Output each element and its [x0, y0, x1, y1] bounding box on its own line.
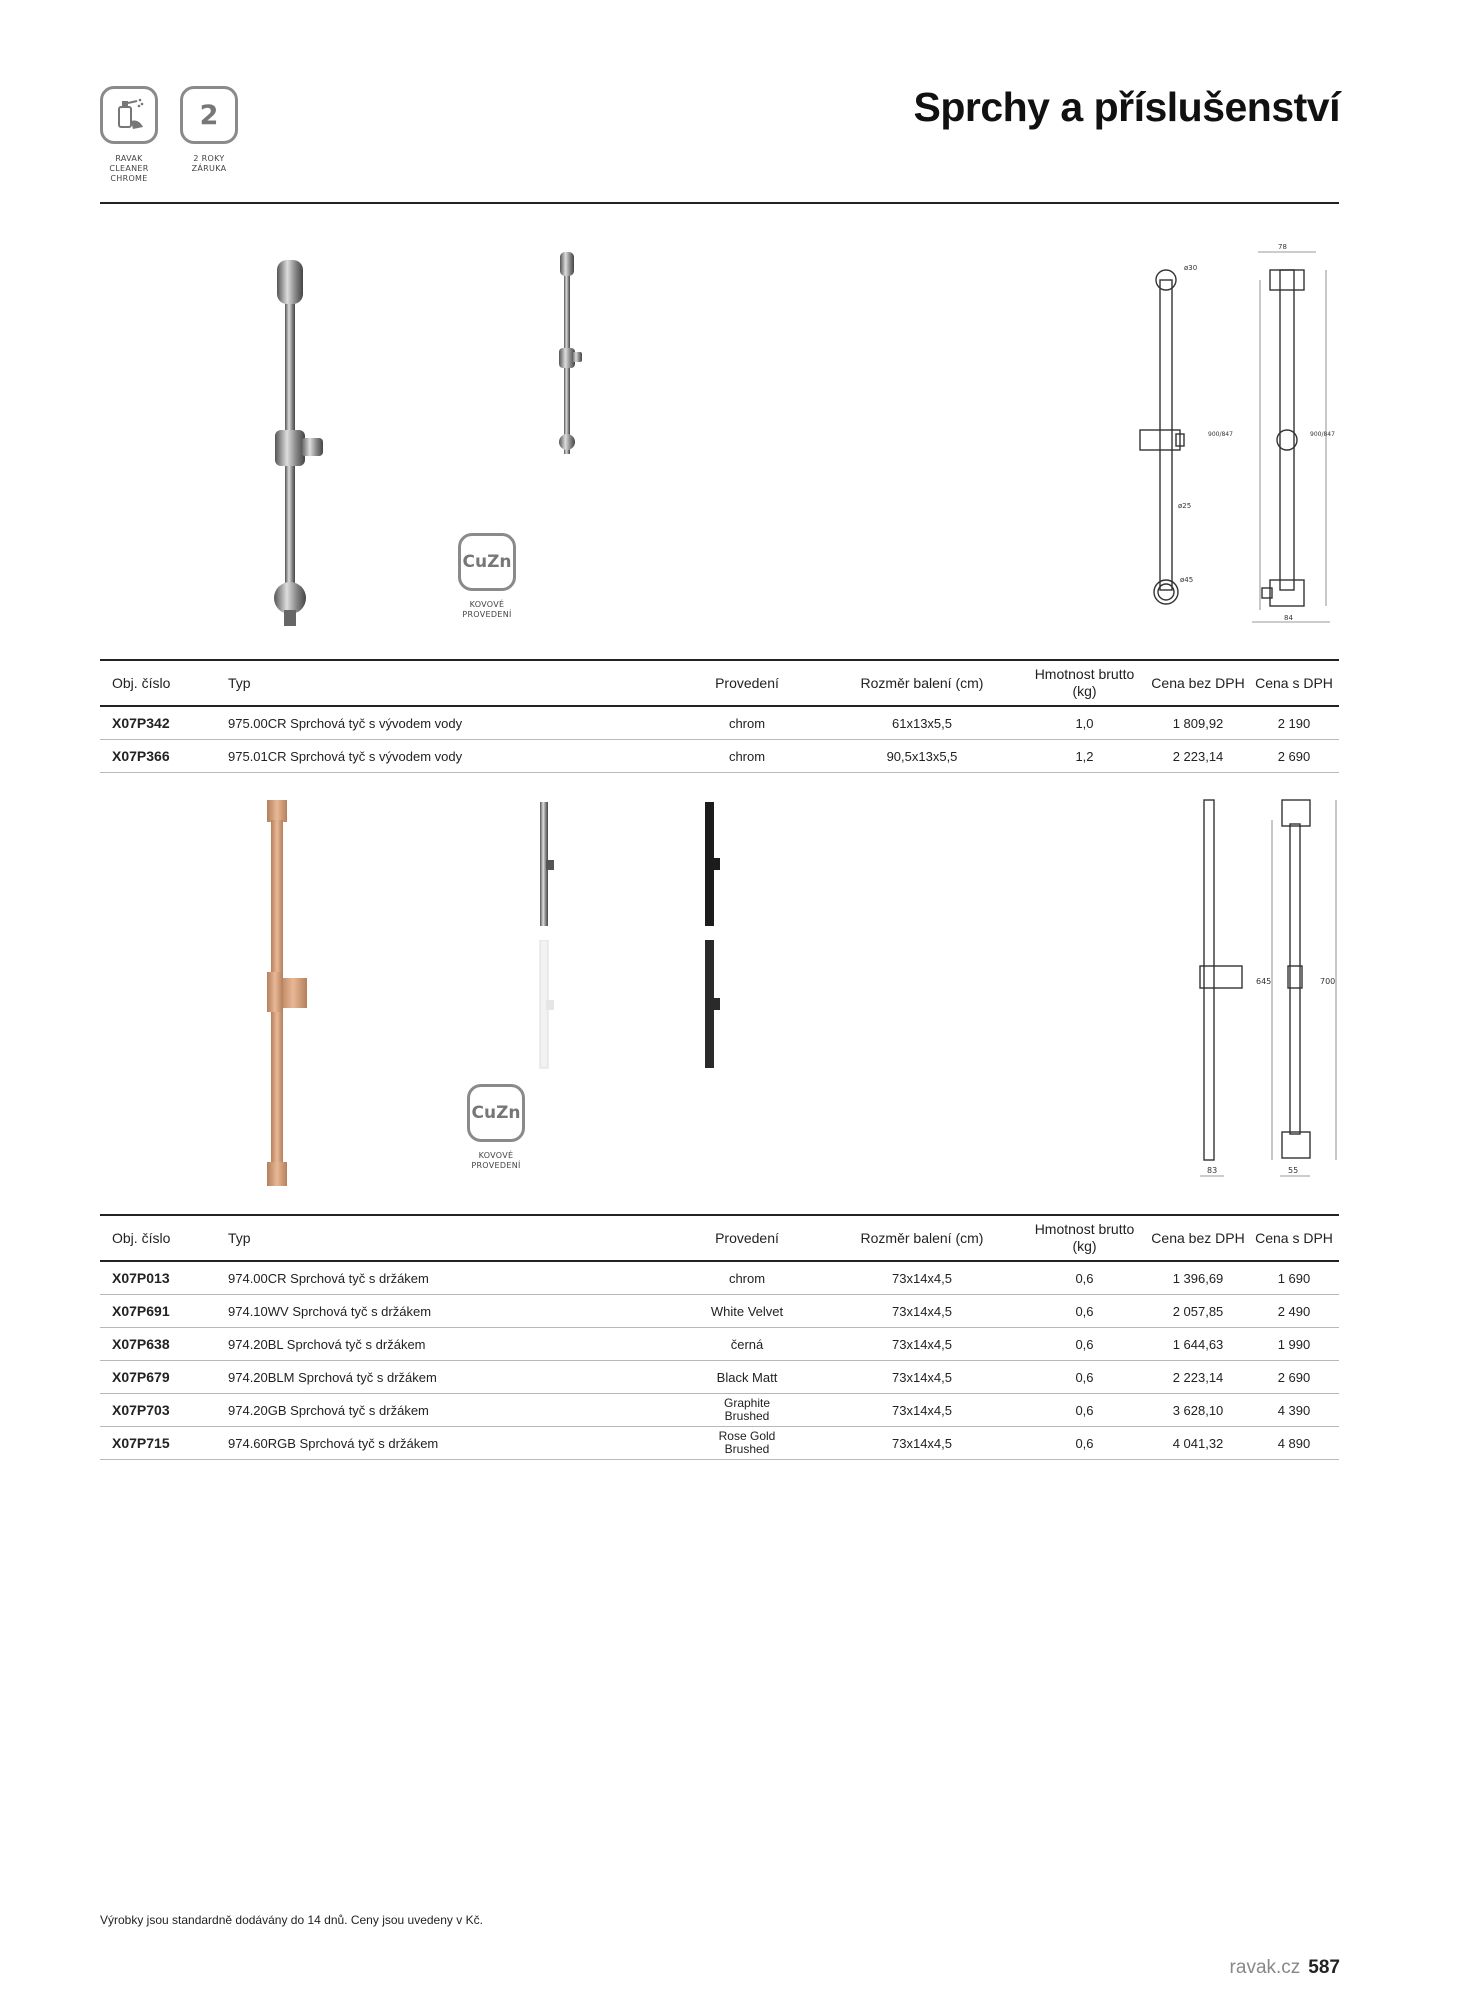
- cell-obj: X07P715: [100, 1427, 224, 1460]
- cell-obj: X07P638: [100, 1328, 224, 1361]
- cell-cena-s: 2 690: [1249, 1361, 1339, 1394]
- cell-cena-bez: 2 223,14: [1147, 740, 1249, 773]
- cell-rozmer: 90,5x13x5,5: [822, 740, 1022, 773]
- cell-cena-s: 2 190: [1249, 706, 1339, 740]
- cell-obj: X07P679: [100, 1361, 224, 1394]
- product-image-rail-rose-gold: [255, 800, 325, 1190]
- warranty-badge: [180, 86, 238, 144]
- cell-provedeni: chrom: [672, 1261, 822, 1295]
- cell-typ: 975.00CR Sprchová tyč s vývodem vody: [224, 706, 672, 740]
- col-obj: Obj. číslo: [100, 1215, 224, 1261]
- dim-h2: 900/847: [1310, 431, 1335, 438]
- cell-rozmer: 73x14x4,5: [822, 1427, 1022, 1460]
- cell-rozmer: 61x13x5,5: [822, 706, 1022, 740]
- warranty-badge-caption: 2 ROKY ZÁRUKA: [191, 154, 227, 173]
- cell-cena-bez: 3 628,10: [1147, 1394, 1249, 1427]
- dim-d3: ø45: [1180, 576, 1194, 584]
- col-typ: Typ: [224, 1215, 672, 1261]
- product-image-rail-black-matt: [700, 940, 724, 1070]
- col-rozmer: Rozměr balení (cm): [822, 660, 1022, 706]
- cuzn-badge-2: CuZn: [467, 1084, 525, 1142]
- product-table-2: [100, 1214, 1339, 1460]
- cell-cena-bez: 2 057,85: [1147, 1295, 1249, 1328]
- col-typ: Typ: [224, 660, 672, 706]
- cell-obj: X07P703: [100, 1394, 224, 1427]
- cell-cena-bez: 2 223,14: [1147, 1361, 1249, 1394]
- technical-drawing-1: [1130, 240, 1350, 630]
- footer-pagination: [1230, 1957, 1340, 1979]
- dim-w1: 83: [1207, 1166, 1218, 1175]
- col-provedeni: Provedení: [672, 1215, 822, 1261]
- col-provedeni: Provedení: [672, 660, 822, 706]
- cleaner-spray-icon: [109, 95, 149, 135]
- dim-w2: 84: [1284, 614, 1293, 622]
- dim-h1: 645: [1256, 977, 1272, 986]
- table-row: [100, 1394, 1339, 1427]
- cell-rozmer: 73x14x4,5: [822, 1361, 1022, 1394]
- cell-hmotnost: 1,2: [1022, 740, 1147, 773]
- cell-typ: 974.60RGB Sprchová tyč s držákem: [224, 1427, 672, 1460]
- table-header-row: [100, 1215, 1339, 1261]
- title-rule: [100, 202, 1339, 204]
- cell-typ: 974.20BLM Sprchová tyč s držákem: [224, 1361, 672, 1394]
- cell-cena-s: 2 690: [1249, 740, 1339, 773]
- cell-cena-bez: 1 644,63: [1147, 1328, 1249, 1361]
- col-cena-s: Cena s DPH: [1249, 1215, 1339, 1261]
- dim-w2: 55: [1288, 1166, 1299, 1175]
- cuzn-badge-1-caption: KOVOVÉ PROVEDENÍ: [462, 600, 512, 619]
- cell-provedeni: Black Matt: [672, 1361, 822, 1394]
- cell-hmotnost: 0,6: [1022, 1328, 1147, 1361]
- cell-cena-s: 1 690: [1249, 1261, 1339, 1295]
- cell-provedeni: chrom: [672, 706, 822, 740]
- cell-hmotnost: 0,6: [1022, 1261, 1147, 1295]
- cell-typ: 974.10WV Sprchová tyč s držákem: [224, 1295, 672, 1328]
- product-image-shower-rail-900: [255, 258, 335, 628]
- cleaner-badge-caption: RAVAK CLEANER CHROME: [109, 154, 149, 183]
- product-image-rail-white-velvet: [534, 940, 558, 1070]
- table-row: [100, 706, 1339, 740]
- dim-h2: 700: [1320, 977, 1336, 986]
- footer-site[interactable]: ravak.cz: [1229, 1957, 1301, 1978]
- table-row: [100, 1427, 1339, 1460]
- cell-typ: 974.20BL Sprchová tyč s držákem: [224, 1328, 672, 1361]
- cell-hmotnost: 0,6: [1022, 1427, 1147, 1460]
- cell-rozmer: 73x14x4,5: [822, 1328, 1022, 1361]
- warranty-years: 2: [199, 99, 219, 131]
- cell-provedeni: Graphite Brushed: [672, 1394, 822, 1427]
- cell-provedeni: Rose Gold Brushed: [672, 1427, 822, 1460]
- cell-rozmer: 73x14x4,5: [822, 1394, 1022, 1427]
- col-rozmer: Rozměr balení (cm): [822, 1215, 1022, 1261]
- cell-hmotnost: 0,6: [1022, 1295, 1147, 1328]
- cell-cena-s: 4 890: [1249, 1427, 1339, 1460]
- cell-provedeni: White Velvet: [672, 1295, 822, 1328]
- cell-hmotnost: 0,6: [1022, 1394, 1147, 1427]
- cell-obj: X07P366: [100, 740, 224, 773]
- cell-typ: 974.20GB Sprchová tyč s držákem: [224, 1394, 672, 1427]
- col-hmotnost: Hmotnost brutto (kg): [1022, 660, 1147, 706]
- col-obj: Obj. číslo: [100, 660, 224, 706]
- product-image-shower-rail-600: [548, 252, 588, 462]
- table-row: [100, 1361, 1339, 1394]
- cleaner-badge: [100, 86, 158, 144]
- cell-cena-s: 2 490: [1249, 1295, 1339, 1328]
- product-image-rail-chrome: [534, 802, 558, 928]
- cell-cena-s: 4 390: [1249, 1394, 1339, 1427]
- cuzn-badge-1: CuZn: [458, 533, 516, 591]
- table-row: [100, 1328, 1339, 1361]
- cell-hmotnost: 0,6: [1022, 1361, 1147, 1394]
- table-header-row: [100, 660, 1339, 706]
- cell-hmotnost: 1,0: [1022, 706, 1147, 740]
- col-cena-s: Cena s DPH: [1249, 660, 1339, 706]
- cell-obj: X07P013: [100, 1261, 224, 1295]
- page-number: 587: [1308, 1957, 1340, 1978]
- page-title: Sprchy a příslušenství: [913, 84, 1340, 130]
- cell-obj: X07P691: [100, 1295, 224, 1328]
- footer-note: Výrobky jsou standardně dodávány do 14 dnů. Ceny jsou uvedeny v Kč.: [100, 1913, 483, 1927]
- dim-h1: 900/847: [1208, 431, 1233, 438]
- dim-d1: ø30: [1184, 264, 1198, 272]
- cell-cena-s: 1 990: [1249, 1328, 1339, 1361]
- table-row: [100, 1295, 1339, 1328]
- cell-rozmer: 73x14x4,5: [822, 1261, 1022, 1295]
- cell-typ: 975.01CR Sprchová tyč s vývodem vody: [224, 740, 672, 773]
- cell-obj: X07P342: [100, 706, 224, 740]
- technical-drawing-2: [1180, 790, 1350, 1190]
- cell-cena-bez: 4 041,32: [1147, 1427, 1249, 1460]
- cell-typ: 974.00CR Sprchová tyč s držákem: [224, 1261, 672, 1295]
- col-hmotnost: Hmotnost brutto (kg): [1022, 1215, 1147, 1261]
- dim-w1: 78: [1278, 243, 1287, 251]
- table-row: [100, 740, 1339, 773]
- cell-cena-bez: 1 396,69: [1147, 1261, 1249, 1295]
- cuzn-badge-2-caption: KOVOVÉ PROVEDENÍ: [471, 1151, 521, 1170]
- cell-provedeni: černá: [672, 1328, 822, 1361]
- cell-rozmer: 73x14x4,5: [822, 1295, 1022, 1328]
- cell-cena-bez: 1 809,92: [1147, 706, 1249, 740]
- product-table-1: [100, 659, 1339, 773]
- product-image-rail-black: [700, 802, 724, 928]
- table-row: [100, 1261, 1339, 1295]
- col-cena-bez: Cena bez DPH: [1147, 1215, 1249, 1261]
- dim-d2: ø25: [1178, 502, 1192, 510]
- col-cena-bez: Cena bez DPH: [1147, 660, 1249, 706]
- cell-provedeni: chrom: [672, 740, 822, 773]
